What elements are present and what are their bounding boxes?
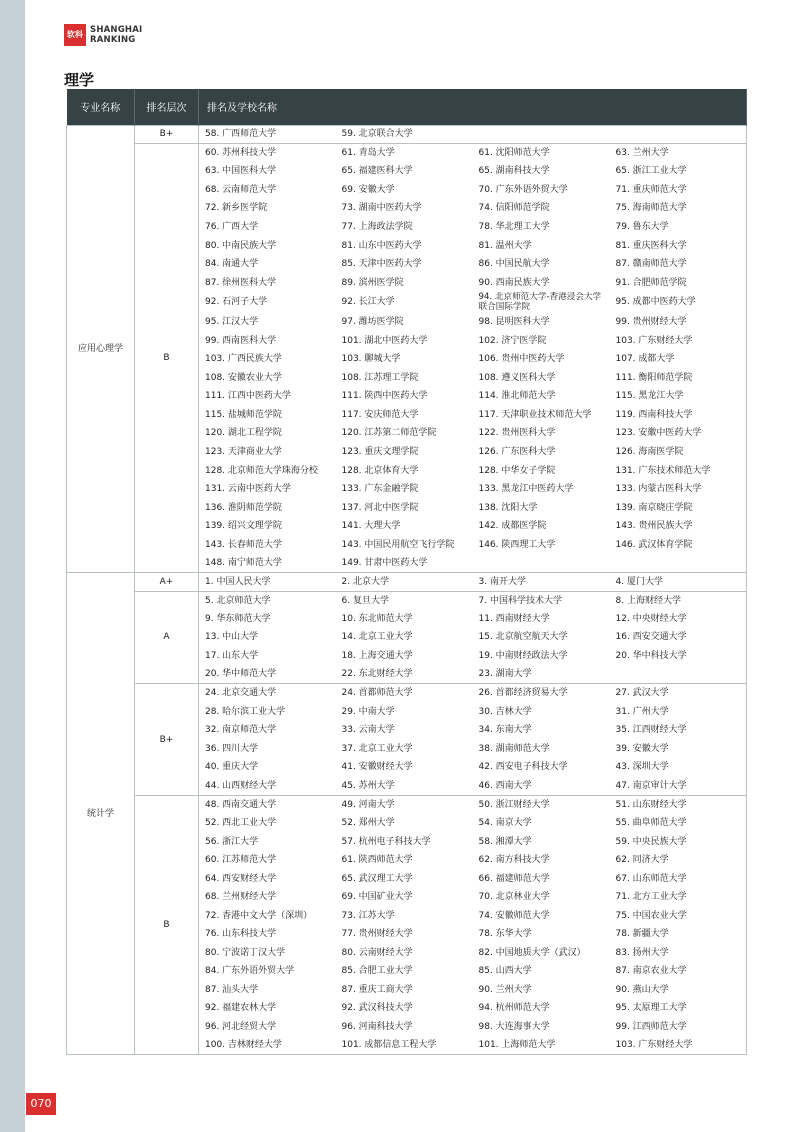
school-cell: 94. 北京师范大学-香港浸会大学联合国际学院 [478,291,602,313]
school-cell: 80. 宁波诺丁汉大学 [199,944,336,963]
school-cell: 149. 甘肃中医药大学 [336,554,473,573]
section-title: 理学 [64,71,95,89]
school-cell: 95. 成都中医药大学 [610,292,747,313]
school-cell: 90. 兰州大学 [478,984,532,995]
school-cell: 63. 兰州大学 [610,144,747,163]
school-cell: 61. 陕西师范大学 [341,855,413,866]
school-cell: 43. 深圳大学 [610,758,747,777]
school-cell: 81. 温州大学 [478,240,532,251]
school-cell: 37. 北京工业大学 [341,743,413,754]
school-cell: 70. 广东外语外贸大学 [478,184,568,195]
school-cell: 18. 上海交通大学 [341,651,413,662]
school-cell: 68. 云南师范大学 [199,181,336,200]
school-cell: 141. 大理大学 [341,521,401,532]
school-cell: 98. 大连海事大学 [478,1021,550,1032]
table-header-row [67,89,747,125]
school-cell: 79. 鲁东大学 [610,218,747,237]
school-cell: 31. 广州大学 [610,702,747,721]
school-cell: 24. 北京交通大学 [199,684,336,703]
school-cell: 69. 安徽大学 [341,184,395,195]
school-cell: 99. 江西师范大学 [610,1018,747,1037]
school-cell: 99. 西南医科大学 [199,331,336,350]
header-names: 排名及学校名称 [199,89,747,125]
school-cell: 83. 扬州大学 [610,944,747,963]
school-cell: 115. 黑龙江大学 [610,387,747,406]
school-cell: 9. 华东师范大学 [199,610,336,629]
school-cell: 139. 南京晓庄学院 [610,498,747,517]
school-cell: 73. 江苏大学 [341,910,395,921]
school-cell: 44. 山西财经大学 [199,777,336,796]
school-cell: 45. 苏州大学 [336,777,473,796]
school-cell: 86. 中国民航大学 [478,259,550,270]
school-cell: 77. 贵州财经大学 [341,929,413,940]
school-cell: 41. 安徽财经大学 [341,762,413,773]
school-cell: 126. 海南医学院 [610,443,747,462]
school-cell: 96. 河北经贸大学 [199,1018,336,1037]
school-cell: 146. 陕西理工大学 [478,539,556,550]
school-cell: 101. 上海师范大学 [473,1036,610,1055]
school-cell: 123. 安徽中医药大学 [610,424,747,443]
school-cell: 94. 杭州师范大学 [478,1003,550,1014]
school-cell: 148. 南宁师范大学 [199,554,336,573]
school-cell: 71. 重庆师范大学 [610,181,747,200]
school-cell: 85. 山西大学 [478,966,532,977]
school-cell: 101. 成都信息工程大学 [336,1036,473,1055]
tier-label: B+ [135,125,199,144]
school-cell: 100. 吉林财经大学 [199,1036,336,1055]
school-cell: 58. 湘潭大学 [478,836,532,847]
school-cell: 122. 贵州医科大学 [478,428,556,439]
school-cell: 28. 哈尔滨工业大学 [199,702,336,721]
school-cell: 3. 南开大学 [473,573,610,592]
school-cell: 87. 南京农业大学 [610,962,747,981]
school-cell: 108. 江苏理工学院 [341,372,419,383]
school-cell: 133. 内蒙古医科大学 [610,480,747,499]
school-cell: 14. 北京工业大学 [341,632,413,643]
school-cell: 8. 上海财经大学 [610,591,747,610]
school-cell: 80. 中南民族大学 [199,236,336,255]
school-cell: 68. 兰州财经大学 [199,888,336,907]
school-cell: 103. 广东财经大学 [610,331,747,350]
school-cell: 97. 潍坊医学院 [341,317,404,328]
school-cell: 19. 中南财经政法大学 [478,651,568,662]
logo-line2: RANKING [90,35,136,45]
tier-label: B [135,144,199,573]
school-cell: 81. 山东中医药大学 [341,240,422,251]
school-cell: 62. 同济大学 [610,851,747,870]
school-cell: 51. 山东财经大学 [610,795,747,814]
school-cell: 131. 云南中医药大学 [199,480,336,499]
school-cell: 46. 西南大学 [473,777,610,796]
school-cell: 10. 东北师范大学 [341,613,413,624]
school-cell: 4. 厦门大学 [610,573,747,592]
school-cell: 128. 北京体育大学 [341,465,419,476]
school-cell: 119. 西南科技大学 [610,406,747,425]
school-cell: 69. 中国矿业大学 [341,892,413,903]
school-cell: 92. 福建农林大学 [199,999,336,1018]
school-cell [610,125,747,144]
school-cell: 98. 昆明医科大学 [478,317,550,328]
school-cell: 111. 江西中医药大学 [199,387,336,406]
school-cell: 85. 天津中医药大学 [341,259,422,270]
school-cell [473,554,610,573]
school-cell: 128. 北京师范大学珠海分校 [199,461,336,480]
school-cell: 2. 北京大学 [336,573,473,592]
side-bar [0,0,25,1132]
school-cell: 52. 西北工业大学 [199,814,336,833]
school-cell: 73. 湖南中医药大学 [341,203,422,214]
school-cell: 92. 石河子大学 [199,292,336,313]
school-cell: 123. 重庆文理学院 [341,447,419,458]
school-cell: 5. 北京师范大学 [199,591,336,610]
school-cell: 131. 广东技术师范大学 [610,461,747,480]
school-cell: 92. 长江大学 [341,297,395,308]
school-cell: 38. 湖南师范大学 [478,743,550,754]
school-cell: 87. 赣南师范大学 [610,255,747,274]
ranking-table [66,89,747,1055]
school-cell: 128. 中华女子学院 [478,465,556,476]
school-cell: 36. 四川大学 [199,740,336,759]
header-major: 专业名称 [67,89,135,125]
school-cell: 32. 南京师范大学 [199,721,336,740]
school-cell: 15. 北京航空航天大学 [478,632,568,643]
school-cell: 146. 武汉体育学院 [610,535,747,554]
school-cell: 16. 西安交通大学 [610,628,747,647]
school-cell: 115. 盐城师范学院 [199,406,336,425]
school-cell: 103. 聊城大学 [341,354,401,365]
school-cell: 72. 香港中文大学（深圳） [199,906,336,925]
school-cell: 143. 贵州民族大学 [610,517,747,536]
school-cell: 89. 滨州医学院 [341,277,404,288]
school-cell: 143. 中国民用航空飞行学院 [341,539,455,550]
school-cell: 65. 浙江工业大学 [610,162,747,181]
school-cell: 66. 福建师范大学 [478,873,550,884]
school-cell: 56. 浙江大学 [199,832,336,851]
school-cell: 57. 杭州电子科技大学 [341,836,431,847]
school-cell: 71. 北方工业大学 [610,888,747,907]
school-cell: 65. 湖南科技大学 [478,166,550,177]
school-cell: 50. 浙江财经大学 [473,795,610,814]
school-cell: 65. 福建医科大学 [341,166,413,177]
tier-label: A+ [135,573,199,592]
school-cell: 55. 曲阜师范大学 [610,814,747,833]
school-cell: 138. 沈阳大学 [478,502,538,513]
school-cell: 30. 吉林大学 [478,706,532,717]
school-cell: 24. 首都师范大学 [336,684,473,703]
school-cell: 101. 湖北中医药大学 [341,335,428,346]
major-name: 应用心理学 [67,125,135,573]
school-cell: 70. 北京林业大学 [478,892,550,903]
school-cell: 120. 湖北工程学院 [199,424,336,443]
school-cell: 11. 西南财经大学 [478,613,550,624]
school-cell: 76. 广西大学 [199,218,336,237]
school-cell: 67. 山东师范大学 [610,869,747,888]
school-cell: 35. 江西财经大学 [610,721,747,740]
school-cell: 23. 湖南大学 [473,665,610,684]
school-cell: 84. 广东外语外贸大学 [199,962,336,981]
school-cell: 74. 安徽师范大学 [478,910,550,921]
tier-label: A [135,591,199,684]
school-cell: 42. 西安电子科技大学 [478,762,568,773]
school-cell: 13. 中山大学 [199,628,336,647]
school-cell: 1. 中国人民大学 [199,573,336,592]
school-cell: 39. 安徽大学 [610,740,747,759]
school-cell [473,125,610,144]
school-cell: 90. 燕山大学 [610,981,747,1000]
school-cell: 143. 长春师范大学 [199,535,336,554]
school-cell: 54. 南京大学 [478,817,532,828]
school-cell: 99. 贵州财经大学 [610,313,747,332]
school-cell: 49. 河南大学 [336,795,473,814]
logo-mark-icon: 软科 [64,24,86,46]
school-cell: 27. 武汉大学 [610,684,747,703]
school-cell: 107. 成都大学 [610,350,747,369]
school-cell: 34. 东南大学 [478,725,532,736]
major-name: 统计学 [67,573,135,1055]
table-row [67,144,747,163]
school-cell: 108. 安徽农业大学 [199,369,336,388]
school-cell: 87. 徐州医科大学 [199,273,336,292]
school-cell: 126. 广东医科大学 [478,447,556,458]
school-cell: 75. 海南师范大学 [610,199,747,218]
school-cell: 117. 安庆师范大学 [341,409,419,420]
school-cell: 108. 遵义医科大学 [478,372,556,383]
school-cell: 95. 江汉大学 [199,313,336,332]
school-cell: 92. 武汉科技大学 [341,1003,413,1014]
school-cell: 60. 苏州科技大学 [199,144,336,163]
school-cell: 29. 中南大学 [341,706,395,717]
school-cell: 137. 河北中医学院 [341,502,419,513]
school-cell: 78. 东华大学 [478,929,532,940]
shanghai-ranking-logo [64,24,142,46]
school-cell: 12. 中央财经大学 [610,610,747,629]
school-cell: 47. 南京审计大学 [610,777,747,796]
school-cell: 75. 中国农业大学 [610,906,747,925]
school-cell: 84. 南通大学 [199,255,336,274]
school-cell: 61. 青岛大学 [336,144,473,163]
school-cell: 77. 上海政法学院 [341,222,413,232]
school-cell: 62. 南方科技大学 [478,855,550,866]
school-cell: 65. 武汉理工大学 [341,873,413,884]
school-cell: 123. 天津商业大学 [199,443,336,462]
school-cell: 120. 江苏第二师范学院 [341,428,437,439]
table-row [67,684,747,703]
school-cell: 26. 首都经济贸易大学 [473,684,610,703]
school-cell: 136. 淮阴师范学院 [199,498,336,517]
school-cell: 133. 黑龙江中医药大学 [478,484,574,495]
table-row [67,591,747,610]
school-cell: 87. 重庆工商大学 [341,984,413,995]
school-cell: 58. 广西师范大学 [199,125,336,144]
school-cell: 114. 淮北师范大学 [478,391,556,402]
page-number: 070 [26,1093,56,1115]
school-cell: 17. 山东大学 [199,647,336,666]
tier-label: B [135,795,199,1055]
school-cell: 90. 西南民族大学 [478,277,550,288]
table-body [67,125,747,1055]
school-cell: 103. 广东财经大学 [610,1036,747,1055]
school-cell: 72. 新乡医学院 [199,199,336,218]
header-tier: 排名层次 [135,89,199,125]
table-row [67,125,747,144]
school-cell: 133. 广东金融学院 [341,484,419,495]
school-cell: 78. 新疆大学 [610,925,747,944]
school-cell: 7. 中国科学技术大学 [473,591,610,610]
school-cell: 111. 衡阳师范学院 [610,369,747,388]
school-cell: 60. 江苏师范大学 [199,851,336,870]
table-row [67,573,747,592]
school-cell: 106. 贵州中医药大学 [478,354,565,365]
school-cell: 76. 山东科技大学 [199,925,336,944]
school-cell: 103. 广西民族大学 [199,350,336,369]
school-cell: 48. 西南交通大学 [199,795,336,814]
school-cell: 80. 云南财经大学 [341,947,413,958]
table-row [67,795,747,814]
school-cell: 64. 西安财经大学 [199,869,336,888]
school-cell: 20. 华中师范大学 [199,665,336,684]
school-cell: 78. 华北理工大学 [478,222,550,232]
school-cell: 95. 太原理工大学 [610,999,747,1018]
tier-label: B+ [135,684,199,795]
school-cell: 85. 合肥工业大学 [341,966,413,977]
school-cell [610,554,747,573]
school-cell: 59. 北京联合大学 [336,125,473,144]
school-cell: 63. 中国医科大学 [199,162,336,181]
school-cell [610,665,747,684]
school-cell: 117. 天津职业技术师范大学 [478,409,592,420]
school-cell: 111. 陕西中医药大学 [341,391,428,402]
school-cell: 139. 绍兴文理学院 [199,517,336,536]
school-cell: 52. 郑州大学 [341,817,395,828]
school-cell: 96. 河南科技大学 [341,1021,413,1032]
school-cell: 142. 成都医学院 [478,521,547,532]
school-cell: 20. 华中科技大学 [610,647,747,666]
school-cell: 59. 中央民族大学 [610,832,747,851]
school-cell: 61. 沈阳师范大学 [473,144,610,163]
school-cell: 74. 信阳师范学院 [478,203,550,214]
school-cell: 33. 云南大学 [341,725,395,736]
school-cell: 91. 合肥师范学院 [610,273,747,292]
school-cell: 40. 重庆大学 [199,758,336,777]
school-cell: 81. 重庆医科大学 [610,236,747,255]
school-cell: 82. 中国地质大学（武汉） [478,947,586,958]
school-cell: 6. 复旦大学 [336,591,473,610]
school-cell: 87. 汕头大学 [199,981,336,1000]
logo-line1: SHANGHAI [90,25,143,35]
school-cell: 102. 济宁医学院 [478,335,547,346]
school-cell: 22. 东北财经大学 [336,665,473,684]
